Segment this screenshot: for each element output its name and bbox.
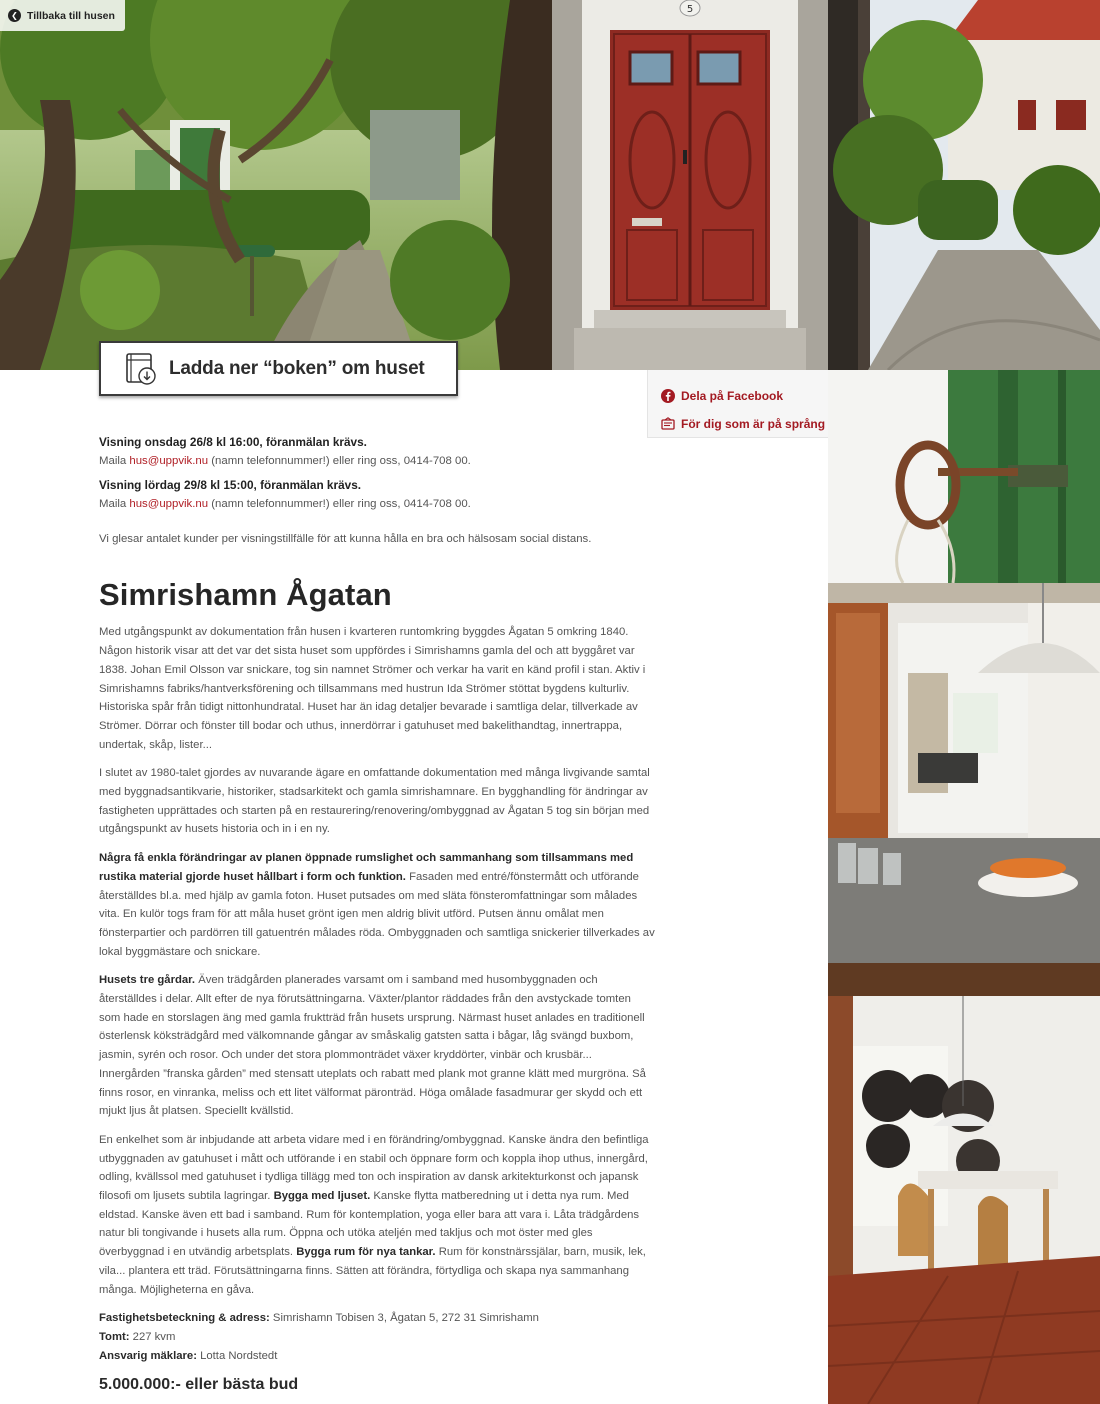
viewing-contact-suffix: (namn telefonnummer!) eller ring oss, 0414-708 00. (208, 455, 471, 467)
house-exterior-photo (828, 0, 1100, 370)
main-content (99, 433, 655, 1394)
viewing-heading: Visning onsdag 26/8 kl 16:00, föranmälan krävs. (99, 435, 367, 449)
viewing-contact-suffix: (namn telefonnummer!) eller ring oss, 0414-708 00. (208, 497, 471, 510)
key-photo (828, 370, 1100, 583)
gardens-text: Även trädgården planerades varsamt om i samband med husombyggnaden och återställdes i delar. Allt efter de nya förutsättningarna. Växter/plantor räddades från den avstyckade tomten som hade en storslagen äng med gamla fruktträd från husets ursprung. Närmast huset anlades en traditionell österlensk köksträdgård med välkomnande gångar av småskalig gatsten satta i bågar, låg svängd buxbom, jasmin, syrén och rosor. Och under det stora plommonträdet växer kryddörter, vinbär och krusbär... Innergården ”franska gården” med stensatt uteplats och rabatt med plank mot granne klätt med murgröna. Så finns rosor, en vinranka, meliss och ett litet välformat päronträd. Höga omålade fasadmurar ger skydd och ett mjukt ljus åt platsen. Speciellt kvällstid. (99, 974, 646, 1118)
viewing-contact (99, 495, 655, 514)
share-mobile-label: För dig som är på språng (681, 417, 826, 431)
fact-agent (99, 1347, 655, 1366)
download-book-button[interactable] (99, 341, 458, 396)
possibilities-lead-b: Bygga med ljuset. (273, 1190, 371, 1203)
download-book-label: Ladda ner “boken” om huset (169, 357, 425, 379)
fact-address (99, 1309, 655, 1328)
viewing-heading: Visning lördag 29/8 kl 15:00, föranmälan krävs. (99, 477, 362, 492)
possibilities-text-e: Rum för konstnärssjälar, barn, musik, lek, vila... plantera ett träd. Förutsättningarna finns. Sätten att förändra, förtydliga och skapa nya sammanhang många. Möjligheterna en gåva. (99, 1246, 646, 1296)
chevron-left-icon: ❮ (8, 9, 21, 22)
share-facebook-label: Dela på Facebook (681, 389, 784, 403)
mobile-share-icon (661, 417, 675, 431)
back-link-label: Tillbaka till husen (27, 9, 115, 22)
possibilities-text-a: En enkelhet som är inbjudande att arbeta vidare med i en förändring/ombyggnad. Kanske ändra den befintliga utbyggnaden av gatuhuset i mått och utförande i en stabil och öppnare form och koppla ihop uthus, innergård, odling, kvällssol med gatuhuset i tydliga tillägg med ton och inspiration av dansk arkitekturkonst och japansk filosofi om ljusets subtila lagringar. (99, 1133, 649, 1203)
red-door-photo (552, 0, 828, 370)
possibilities-lead-d: Bygga rum för nya tankar. (296, 1246, 436, 1259)
page-title: Simrishamn Ågatan (99, 577, 392, 613)
possibilities-text-c: Kanske flytta matberedning ut i detta nya rum. Med eldstad. Kanske även ett bad i samband. Rum för kontemplation, yoga eller bara att vara i. Låta trädgårdens natur bli tongivande i husets alla rum. Öppna och utöka ateljén med takljus och mot öster med gles överbyggnad i en utvändig arbetsplats. (99, 1190, 640, 1259)
fact-address-value: Simrishamn Tobisen 3, Ågatan 5, 272 31 Simrishamn (269, 1312, 539, 1325)
fact-address-label: Fastighetsbeteckning & adress: (99, 1312, 270, 1325)
fact-plot-label: Tomt: (99, 1331, 130, 1343)
share-facebook-link[interactable] (661, 382, 828, 410)
price: 5.000.000:- eller bästa bud (99, 1376, 299, 1394)
dining-room-photo (828, 996, 1100, 1404)
gardens-paragraph (99, 971, 655, 1121)
facebook-icon (661, 389, 675, 403)
viewing-contact-prefix: Maila (99, 455, 130, 467)
share-box (647, 370, 828, 438)
fact-plot-value: 227 kvm (129, 1331, 176, 1343)
back-to-houses-link[interactable] (0, 0, 125, 31)
fact-agent-label: Ansvarig mäklare: (99, 1349, 197, 1362)
fact-plot (99, 1328, 655, 1347)
changes-lead: Några få enkla förändringar av planen öppnade rumslighet och sammanhang som tillsammans med rustika material gjorde huset hållbart i form och funktion. (99, 852, 634, 883)
renovation-paragraph: I slutet av 1980-talet gjordes av nuvarande ägare en omfattande dokumentation med många livgivande samtal med byggnadsantikvarie, historiker, stadsarkitekt och gamla simrishamnare. En bygghandling för ändringar av fastigheten upprättades och starten på en restaurering/renovering/ombyggnad av Ågatan 5 tog sin början med utgångspunkt av husets historia och in i en ny. (99, 767, 650, 836)
viewing-info-2 (99, 476, 655, 514)
changes-paragraph (99, 849, 655, 961)
share-mobile-link[interactable] (661, 410, 828, 438)
fact-agent-value: Lotta Nordstedt (196, 1349, 278, 1362)
viewing-contact-prefix: Maila (99, 497, 130, 510)
possibilities-paragraph (99, 1131, 655, 1299)
door-number: 5 (686, 4, 694, 15)
changes-text: Fasaden med entré/fönstermått och utförande återställdes bl.a. med hjälp av gamla foton. Huset putsades om med släta fönsteromfattningar som målades vita. En kulör togs fram för att måla huset grönt igen men aldrig blivit utförd. Putsen ännu omålat men fönsterpartier och pardörren till gatuentrén målades röda. Ombyggnaden och samtliga snickerier tillverkades av lokal byggmästare och snickare. (99, 870, 655, 958)
garden-photo (0, 0, 552, 370)
email-link[interactable]: hus@uppvik.nu (129, 497, 209, 510)
book-download-icon (125, 352, 157, 386)
property-facts (99, 1309, 655, 1365)
gardens-lead: Husets tre gårdar. (99, 974, 196, 987)
distance-note: Vi glesar antalet kunder per visningstillfälle för att kunna hålla en bra och hälsosam social distans. (99, 532, 592, 545)
viewing-info-1 (99, 433, 655, 471)
kitchen-photo (828, 583, 1100, 996)
email-link[interactable]: hus@uppvik.nu (129, 455, 209, 467)
viewing-contact (99, 452, 655, 471)
history-paragraph: Med utgångspunkt av dokumentation från husen i kvarteren runtomkring byggdes Ågatan 5 omkring 1840. Någon historik visar att det var det sista huset som uppfördes i Simrishamns gamla del och att byggåret var 1838. Johan Emil Olsson var snickare, tog sin namnet Strömer och verkar ha varit en känd profil i stan. Aktiv i Simrishamns fabriks/hantverksförening och tillsammans med hustrun Ida Strömer stöttat bygdens kulturliv. Historiska spår från tidigt nittonhundratal. Huset har än idag detaljer bevarade i samtliga delar, tillverkade av Strömer. Dörrar och fönster till bodar och uthus, innerdörrar i gatuhuset med bakelithandtag, innertrappa, undertak, skåp, lister... (99, 626, 646, 751)
